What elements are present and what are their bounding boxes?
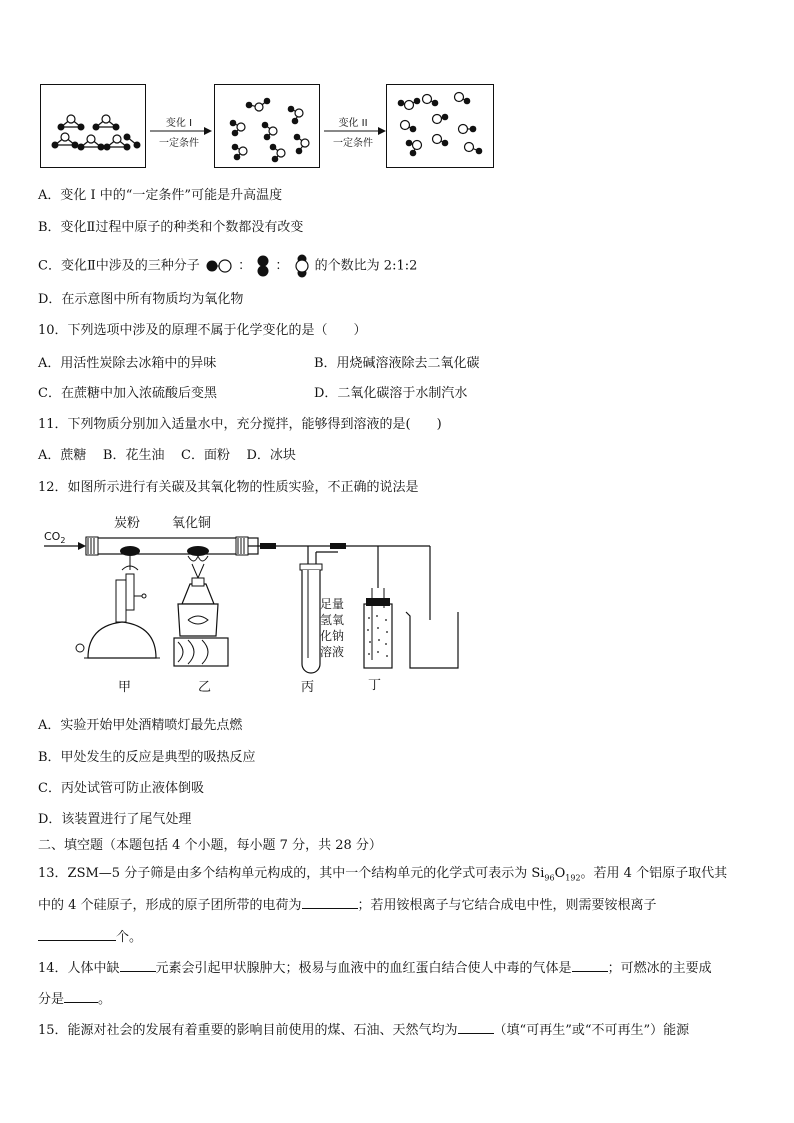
q10-stem: 10．下列选项中涉及的原理不属于化学变化的是（ ） — [38, 323, 367, 338]
q9-option-b: B．变化Ⅱ过程中原子的种类和个数都没有改变 — [38, 220, 304, 235]
arrow-1 — [146, 84, 212, 166]
q10-option-d: D．二氧化碳溶于水制汽水 — [314, 386, 468, 401]
arrow-2 — [320, 84, 386, 166]
apparatus-drawing — [38, 508, 478, 698]
apparatus-figure — [38, 508, 478, 698]
naoh-line-3: 化钠 — [320, 629, 345, 643]
q14-text-b: 元素会引起甲状腺肿大；极易与血液中的血红蛋白结合使人中毒的气体是 — [155, 961, 572, 976]
q15-blank-1[interactable] — [458, 1021, 494, 1034]
q11-stem: 11．下列物质分别加入适量水中，充分搅拌，能够得到溶液的是( ) — [38, 417, 442, 432]
state-box-1 — [40, 84, 146, 168]
section-2-heading: 二、填空题（本题包括 4 个小题，每小题 7 分，共 28 分） — [38, 838, 382, 853]
q13-text-e: ；若用铵根离子与它结合成电中性，则需要铵根离子 — [357, 898, 657, 913]
copper-oxide-label: 氧化铜 — [172, 516, 212, 531]
q15-text-b: （填“可再生”或“不可再生”）能源 — [493, 1023, 690, 1038]
q13-text-f: 个。 — [116, 930, 143, 945]
q13-text-d: 中的 4 个硅原子，形成的原子团所带的电荷为 — [38, 898, 302, 913]
q10-option-c: C．在蔗糖中加入浓硫酸后变黑 — [38, 386, 217, 401]
q13-si-subscript: 96 — [544, 873, 555, 883]
q14-text-a: 14．人体中缺 — [38, 961, 120, 976]
q14-text-d: 分是 — [38, 992, 65, 1007]
molecule-n2-icon — [255, 255, 271, 277]
co2-text: CO — [44, 530, 61, 543]
q9-option-c-prefix: C．变化Ⅱ中涉及的三种分子 — [38, 258, 200, 274]
q13-text-a: 13．ZSM—5 分子筛是由多个结构单元构成的，其中一个结构单元的化学式可表示为 Si — [38, 866, 545, 881]
q11-option-b: B．花生油 — [102, 448, 165, 463]
q13-blank-1[interactable] — [302, 896, 358, 909]
q9-option-c — [38, 254, 417, 278]
label-jia: 甲 — [118, 680, 132, 695]
molecule-co-icon — [204, 256, 234, 276]
state-1-molecules — [41, 85, 145, 167]
naoh-line-4: 溶液 — [320, 645, 345, 659]
q12-option-b: B．甲处发生的反应是典型的吸热反应 — [38, 750, 256, 765]
arrow-2-top-label: 变化 II — [338, 118, 368, 129]
q15-line-1 — [38, 1021, 689, 1039]
q13-line-2 — [38, 896, 657, 914]
arrow-2-bottom-label: 一定条件 — [333, 138, 373, 149]
arrow-1-top-label: 变化 I — [165, 118, 193, 129]
naoh-line-2: 氢氧 — [320, 613, 345, 627]
q15-text-a: 15．能源对社会的发展有着重要的影响目前使用的煤、石油、天然气均为 — [38, 1023, 458, 1038]
arrow-1-bottom-label: 一定条件 — [159, 138, 199, 149]
q10-option-b: B．用烧碱溶液除去二氧化碳 — [314, 356, 480, 371]
state-box-2 — [214, 84, 320, 168]
q14-blank-3[interactable] — [64, 990, 98, 1003]
label-yi: 乙 — [198, 680, 212, 695]
q10-option-a: A．用活性炭除去冰箱中的异味 — [38, 356, 217, 371]
label-bing: 丙 — [301, 680, 315, 695]
q12-option-d: D．该装置进行了尾气处理 — [38, 812, 192, 827]
label-ding: 丁 — [368, 678, 382, 693]
q14-text-e: 。 — [98, 992, 112, 1007]
q13-text-b: O — [554, 866, 566, 881]
q14-blank-2[interactable] — [572, 959, 608, 972]
state-box-3 — [386, 84, 494, 168]
carbon-powder-label: 炭粉 — [114, 516, 141, 531]
q9-option-c-sep2: ： — [275, 258, 289, 274]
state-2-molecules — [215, 85, 319, 167]
q14-blank-1[interactable] — [120, 959, 156, 972]
q13-o-subscript: 192 — [565, 873, 581, 883]
state-3-molecules — [387, 85, 493, 167]
q12-option-c: C．丙处试管可防止液体倒吸 — [38, 781, 204, 796]
q12-stem: 12．如图所示进行有关碳及其氧化物的性质实验，不正确的说法是 — [38, 480, 419, 495]
q13-line-1 — [38, 866, 727, 887]
q14-line-2 — [38, 990, 111, 1008]
molecule-co2-icon — [293, 254, 311, 278]
q9-option-d: D．在示意图中所有物质均为氧化物 — [38, 292, 244, 307]
naoh-solution-label — [320, 596, 344, 660]
q11-option-a: A．蔗糖 — [38, 448, 87, 463]
q11-option-d: D．冰块 — [246, 448, 296, 463]
co2-label — [44, 530, 65, 545]
q9-option-a: A．变化 I 中的“一定条件”可能是升高温度 — [38, 188, 283, 203]
co2-subscript: 2 — [60, 536, 66, 546]
naoh-line-1: 足量 — [320, 597, 345, 611]
q13-blank-2[interactable] — [38, 928, 116, 941]
q11-option-c: C．面粉 — [181, 448, 230, 463]
q9-option-c-suffix: 的个数比为 2:1:2 — [314, 258, 418, 274]
q14-line-1 — [38, 959, 712, 977]
q12-option-a: A．实验开始甲处酒精喷灯最先点燃 — [38, 718, 243, 733]
q11-options — [38, 448, 296, 464]
q9-option-c-sep1: ： — [238, 258, 252, 274]
q14-text-c: ；可燃冰的主要成 — [607, 961, 712, 976]
molecule-diagram — [40, 84, 495, 170]
q13-text-c: 。若用 4 个铝原子取代其 — [580, 866, 728, 881]
q13-line-3 — [38, 928, 142, 946]
